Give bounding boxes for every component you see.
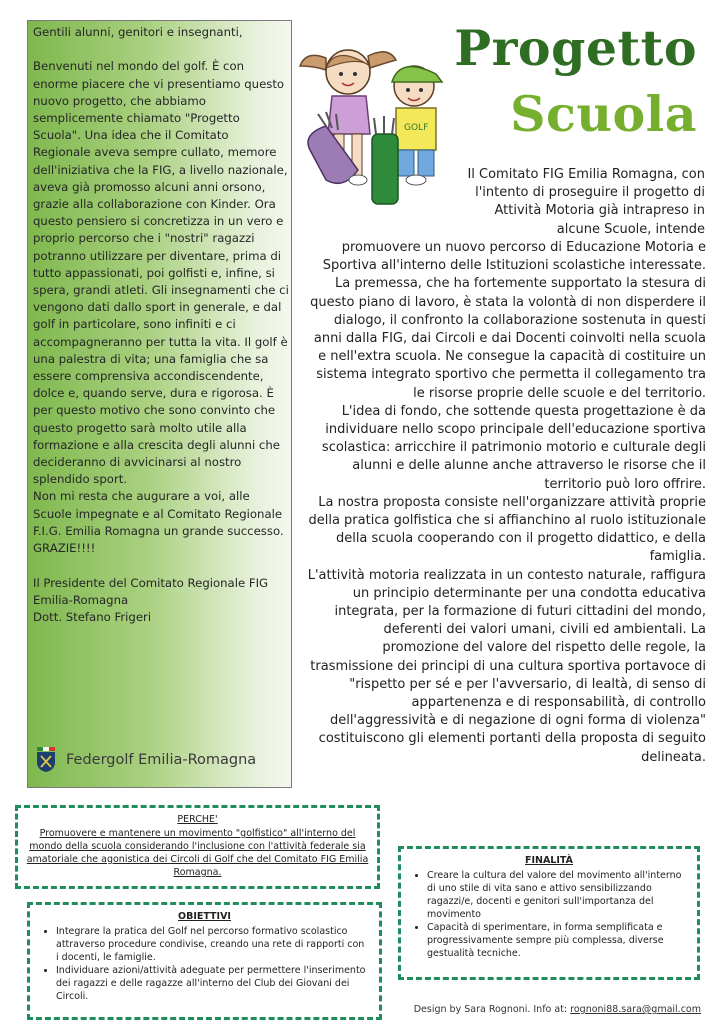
title-line-1: Progetto: [454, 19, 697, 77]
federgolf-logo-label: Federgolf Emilia-Romagna: [66, 752, 257, 768]
perche-box: [15, 805, 380, 889]
obiettivi-heading: OBIETTIVI: [178, 911, 231, 922]
president-letter-text: Gentili alunni, genitori e insegnanti, Benvenuti nel mondo del golf. È con enorme piacere che vi presentiamo questo nuovo progetto, che abbiamo semplicemente chiamato "Progetto Scuola". Una idea che il Comitato Regionale aveva sempre cullato, memore dell'iniziativa che la FIG, a livello nazionale, aveva già promosso alcuni anni orsono, grazie alla collaborazione con Kinder. Ora questo pensiero si concretizza in un vero e proprio percorso che i "nostri" ragazzi potranno utilizzare per diventare, prima di tutto appassionati, poi golfisti e, infine, si spera, grandi atleti. Gli insegnamenti che ci vengono dati dallo sport in generale, e dal golf in particolare, sono infiniti e ci accompagneranno per tutta la vita. Il golf è una palestra di vita; una famiglia che sa essere comprensiva accondiscendente, dolce e, quando serve, dura e rigorosa. È per questo motivo che sono convinto che questo progetto sarà molto utile alla formazione e alla crescita degli alunni che decideranno di avvicinarsi al nostro splendido sport. Non mi resta che augurare a voi, alle Scuole impegnate e al Comitato Regionale F.I.G. Emilia Romagna un grande successo. GRAZIE!!!! Il Presidente del Comitato Regionale FIG Emilia-Romagna Dott. Stefano Frigeri: [33, 25, 289, 624]
main-article: [306, 239, 706, 767]
federgolf-shield-icon: [36, 747, 58, 773]
perche-heading: PERCHE': [177, 814, 218, 825]
credit-text: Design by Sara Rognoni. Info at:: [413, 1004, 571, 1015]
finalita-list: [411, 869, 687, 960]
list-item: • Individuare azioni/attività adeguate per permettere l'inserimento dei ragazzi e delle ragazze all'interno del Club dei Giovani dei Circoli.: [56, 964, 369, 1003]
obiettivi-box: [27, 902, 382, 1020]
design-credit: [414, 1004, 701, 1015]
kids-with-golf-bag-illustration: [296, 30, 456, 210]
article-paragraph-2: L'idea di fondo, che sottende questa progettazione è da individuare nello scopo principale dell'educazione sportiva scolastica: arricchire il patrimonio motorio e culturale degli alunni e delle alunne anche attraverso le risorse che il territorio può loro offrire.: [321, 403, 706, 492]
intro-paragraph: Il Comitato FIG Emilia Romagna, con l'intento di proseguire il progetto di Attività Motoria già intrapreso in alcune Scuole, intende: [467, 167, 705, 237]
title-line-2: Scuola: [510, 85, 697, 143]
finalita-box: [398, 846, 700, 980]
list-item: • Capacità di sperimentare, in forma semplificata e progressivamente sempre più complessa, diverse gestualità tecniche.: [427, 921, 687, 960]
list-item: • Integrare la pratica del Golf nel percorso formativo scolastico attraverso procedure condivise, creando una rete di rapporti con i docenti, le famiglie.: [56, 925, 369, 964]
article-paragraph-1: promuovere un nuovo percorso di Educazione Motoria e Sportiva all'interno delle Istituzioni scolastiche interessate. La premessa, che ha fortemente supportato la stesura di questo piano di lavoro, è stata la volontà di non disperdere il dialogo, il confronto la collaborazione sostenuta in questi anni dalla FIG, dai Circoli e dai Docenti coinvolti nella scuola e nell'extra scuola. Ne consegue la capacità di costituire un sistema integrato sportivo che permetta il collegamento tra le risorse proprie delle scuole e del territorio.: [310, 240, 706, 401]
finalita-heading: FINALITÀ: [524, 855, 573, 866]
svg-text:GOLF: GOLF: [404, 123, 429, 133]
obiettivi-list: [40, 925, 369, 1003]
perche-text: Promuovere e mantenere un movimento "golfistico" all'interno del mondo della scuola considerando l'inclusione con l'attività federale sia amatoriale che agonistica dei Circoli di Golf che del Comitato FIG Emilia Romagna.: [26, 828, 369, 878]
list-item: • Creare la cultura del valore del movimento all'interno di uno stile di vita sano e attivo sensibilizzando ragazzi/e, docenti e genitori sull'importanza del movimento: [427, 869, 687, 921]
article-paragraph-4: L'attività motoria realizzata in un contesto naturale, raffigura un principio determinante per una condotta educativa integrata, per la formazione di futuri cittadini del mondo, deferenti dei valori umani, civili ed ambientali. La promozione del valore del rispetto delle regole, la trasmissione dei principi di una cultura sportiva portavoce di "rispetto per sé e per l'avversario, di lealtà, di senso di appartenenza e di responsabilità, di controllo dell'aggressività e di negazione di ogni forma di violenza" costituiscono gli elementi portanti della proposta di seguito delineata.: [307, 567, 706, 765]
federgolf-logo: [36, 747, 256, 773]
president-letter-panel: [27, 20, 292, 788]
article-paragraph-3: La nostra proposta consiste nell'organizzare attività proprie della pratica golfistica che si affianchino al ruolo istituzionale della scuola cooperando con il progetto didattico, e della famiglia.: [308, 494, 706, 565]
email-link[interactable]: rognoni88.sara@gmail.com: [570, 1004, 701, 1015]
